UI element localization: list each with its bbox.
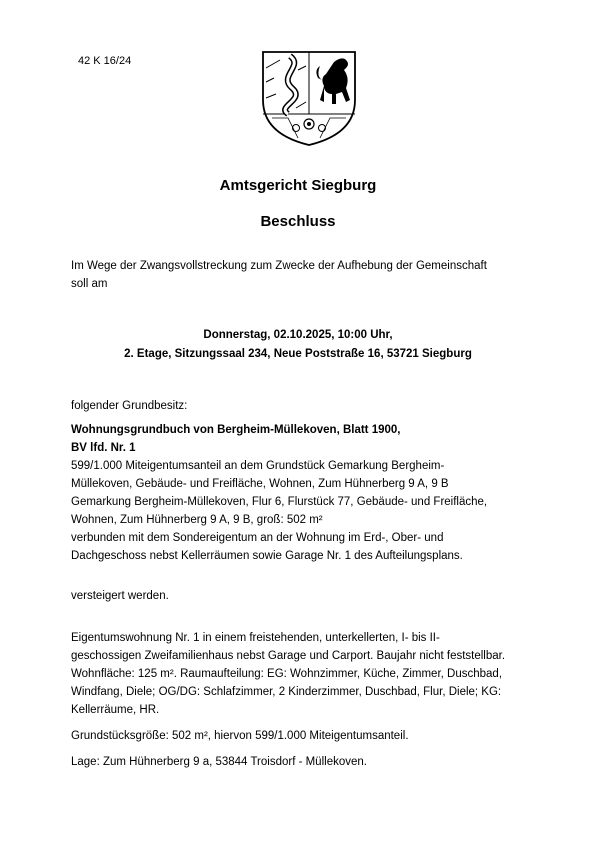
intro-line: Im Wege der Zwangsvollstreckung zum Zwecke der Aufhebung der Gemeinschaft (71, 260, 487, 272)
parcel-line: Wohnen, Zum Hühnerberg 9 A, 9 B, groß: 502 m² (71, 514, 323, 526)
description-line: Eigentumswohnung Nr. 1 in einem freistehenden, unterkellerten, I- bis II- (71, 632, 440, 644)
auction-statement: versteigert werden. (71, 590, 169, 602)
parcel-line: Gemarkung Bergheim-Müllekoven, Flur 6, Flurstück 77, Gebäude- und Freifläche, (71, 496, 488, 508)
inventory-number: BV lfd. Nr. 1 (71, 442, 136, 454)
plot-size: Grundstücksgröße: 502 m², hiervon 599/1.000 Miteigentumsanteil. (71, 730, 409, 742)
description-line: Kellerräume, HR. (71, 704, 160, 716)
parcel-line: Dachgeschoss nebst Kellerräumen sowie Garage Nr. 1 des Aufteilungsplans. (71, 550, 463, 562)
document-title: Beschluss (260, 213, 336, 230)
description-line: Windfang, Diele; OG/DG: Schlafzimmer, 2 Kinderzimmer, Duschbad, Flur, Diele; KG: (71, 686, 502, 698)
appointment-block (0, 326, 596, 364)
intro-line: soll am (71, 278, 108, 290)
parcel-line: 599/1.000 Miteigentumsanteil an dem Grundstück Gemarkung Bergheim- (71, 460, 445, 472)
property-location: Lage: Zum Hühnerberg 9 a, 53844 Troisdorf - Müllekoven. (71, 756, 367, 768)
description-line: Wohnfläche: 125 m². Raumaufteilung: EG: Wohnzimmer, Küche, Zimmer, Duschbad, (71, 668, 503, 680)
parcel-description (71, 457, 533, 565)
apartment-description (71, 629, 533, 719)
case-number: 42 K 16/24 (78, 55, 132, 67)
appointment-location: 2. Etage, Sitzungssaal 234, Neue Poststraße 16, 53721 Siegburg (124, 348, 472, 360)
land-register: Wohnungsgrundbuch von Bergheim-Müllekoven, Blatt 1900, (71, 424, 401, 436)
parcel-line: Müllekoven, Gebäude- und Freifläche, Wohnen, Zum Hühnerberg 9 A, 9 B (71, 478, 449, 490)
property-label: folgender Grundbesitz: (71, 400, 188, 412)
description-line: geschossigen Zweifamilienhaus nebst Garage und Carport. Baujahr nicht feststellbar. (71, 650, 506, 662)
intro-paragraph (71, 257, 533, 293)
parcel-line: verbunden mit dem Sondereigentum an der Wohnung im Erd-, Ober- und (71, 532, 444, 544)
court-name: Amtsgericht Siegburg (219, 177, 377, 194)
appointment-date: Donnerstag, 02.10.2025, 10:00 Uhr, (203, 329, 393, 341)
coat-of-arms-icon (258, 48, 360, 148)
